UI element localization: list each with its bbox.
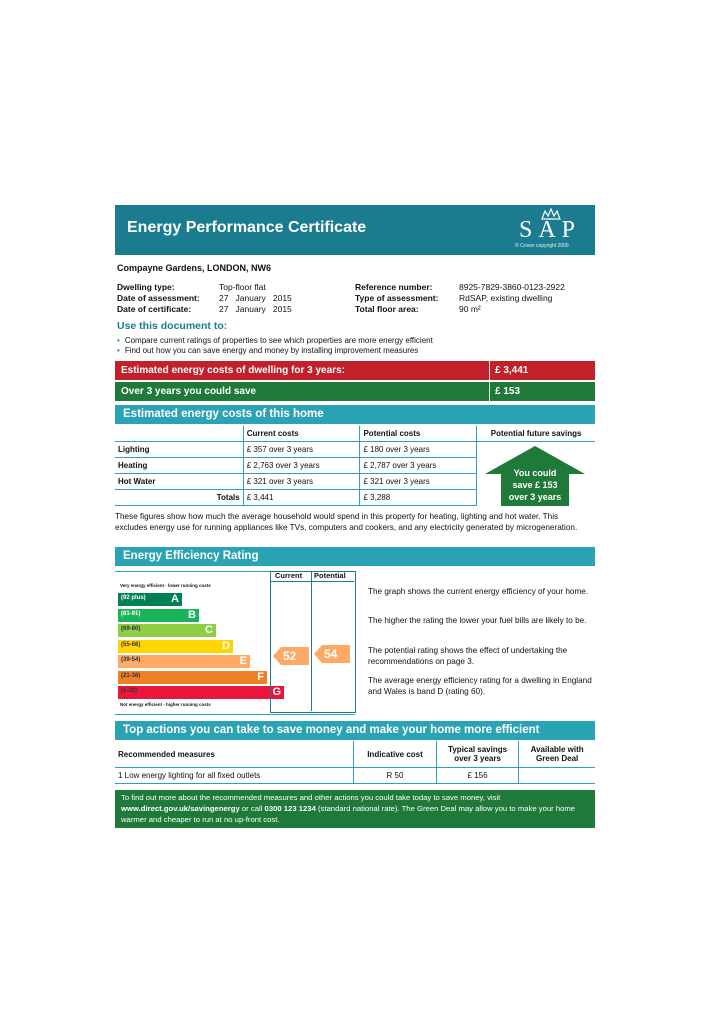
current-column-header: Current [275,571,303,580]
reference-value: 8925-7829-3860-0123-2922 [459,282,565,292]
potential-costs-header: Potential costs [360,426,477,442]
dwelling-type-value: Top-floor flat [219,282,266,292]
rating-band-letter: E [239,655,247,667]
actions-section-header [115,721,595,740]
rating-band-e [118,655,250,668]
date-assessment-label: Date of assessment: [117,293,200,303]
rating-band-range: (55-68) [121,641,141,648]
totals-label: Totals [115,490,243,506]
current-rating-value: 52 [283,649,297,663]
estimated-cost-value: £ 3,441 [489,361,528,380]
rating-bottom-note: Not energy efficient - higher running costs [120,702,211,707]
list-item: • Find out how you can save energy and money by installing improvement measures [117,346,419,355]
savings-arrow-text: You could save £ 153 over 3 years [508,468,562,502]
potential-rating-value: 54 [324,647,338,661]
table-row [115,768,595,784]
efficiency-section-title: Energy Efficiency Rating [123,550,259,562]
totals-current: £ 3,441 [243,490,360,506]
floor-area-value: 90 m² [459,304,481,314]
table-row: Hot Water £ 321 over 3 years £ 321 over 3 years [115,474,595,490]
estimated-cost-bar [115,361,595,380]
rating-band-letter: F [257,670,264,683]
rating-top-note: Very energy efficient - lower running costs [120,583,211,588]
rating-band-b [118,609,199,622]
efficiency-section-header [115,547,595,566]
date-certificate-label: Date of certificate: [117,304,192,314]
actions-table [115,741,595,784]
rating-band-range: (1-20) [121,688,138,694]
efficiency-text-3: The potential rating shows the effect of undertaking the recommendations on page 3. [368,646,568,666]
copyright-text: © Crown copyright 2009 [515,243,569,249]
savings-bar [115,382,595,401]
rating-band-range: (39-54) [121,657,141,663]
costs-section-header [115,405,595,424]
rating-band-range: (81-91) [121,610,141,617]
efficiency-text-1: The graph shows the current energy efficiency of your home. [368,587,589,596]
rating-band-letter: B [188,608,196,621]
floor-area-label: Total floor area: [355,304,419,314]
type-assessment-value: RdSAP, existing dwelling [459,293,553,303]
rating-band-letter: A [171,593,179,605]
totals-potential: £ 3,288 [360,490,477,506]
savings-link[interactable]: www.direct.gov.uk/savingenergy [121,804,240,813]
footer-info: To find out more about the recommended measures and other actions you could take today to save money, visit www.direct.gov.uk/savingenergy or call 0300 123 1234 (standard national rate). The Green Deal may allow you to make your home warmer and cheaper to run at no up-front cost. [115,790,595,828]
property-address: Compayne Gardens, LONDON, NW6 [117,263,272,273]
savings-value: £ 153 [489,382,520,401]
efficiency-text-4: The average energy efficiency rating for a dwelling in England and Wales is band D (rating 60). [368,676,592,696]
rating-band-letter: G [272,686,281,698]
dwelling-type-label: Dwelling type: [117,282,175,292]
costs-note: These figures show how much the average household would spend in this property for heating, lighting and hot water. This excludes energy use for running appliances like TVs, computers and cookers, and any electricity generated by microgeneration. [115,512,578,532]
measure-cell: 1 Low energy lighting for all fixed outlets [115,768,354,784]
table-row [115,741,595,768]
potential-column-header: Potential [314,571,346,580]
type-assessment-label: Type of assessment: [355,293,439,303]
green-deal-cell [519,768,595,784]
table-row: Heating £ 2,763 over 3 years £ 2,787 over 3 years [115,458,595,474]
page-title: Energy Performance Certificate [127,219,367,236]
rating-band-c [118,624,216,637]
rating-band-range: (21-38) [121,672,141,679]
table-row: Lighting £ 357 over 3 years £ 180 over 3 years [115,442,595,458]
cost-cell: R 50 [354,768,437,784]
estimated-cost-label: Estimated energy costs of dwelling for 3 years: [121,365,345,376]
rating-band-range: (69-80) [121,626,141,632]
potential-savings-header: Potential future savings [477,426,595,442]
efficiency-text-2: The higher the rating the lower your fuel bills are likely to be. [368,616,587,625]
reference-label: Reference number: [355,282,433,292]
list-item: • Compare current ratings of properties to see which properties are more energy efficient [117,336,433,345]
rating-band-letter: C [205,624,213,636]
sap-logo: SAP [519,217,582,243]
actions-section-title: Top actions you can take to save money and make your home more efficient [123,724,540,736]
current-costs-header: Current costs [243,426,360,442]
phone-number: 0300 123 1234 [264,804,316,813]
green-deal-header: Available with Green Deal [519,741,595,768]
costs-section-title: Estimated energy costs of this home [123,408,324,420]
rating-band-a [118,593,182,606]
rating-band-g [118,686,284,699]
rating-columns [270,571,356,713]
date-assessment-value: 27 January 2015 [219,293,292,303]
savings-cell: £ 156 [436,768,519,784]
rating-band-d [118,640,233,653]
table-row [115,426,595,442]
use-document-title: Use this document to: [117,320,228,332]
rating-band-f [118,671,267,684]
savings-label: Over 3 years you could save [121,386,257,397]
bullet-icon: • [117,346,120,355]
rating-band-letter: D [222,639,230,652]
date-certificate-value: 27 January 2015 [219,304,292,314]
bullet-icon: • [117,336,120,345]
cost-header: Indicative cost [354,741,437,768]
savings-header: Typical savings over 3 years [436,741,519,768]
measures-header: Recommended measures [115,741,354,768]
rating-band-range: (92 plus) [121,595,146,601]
